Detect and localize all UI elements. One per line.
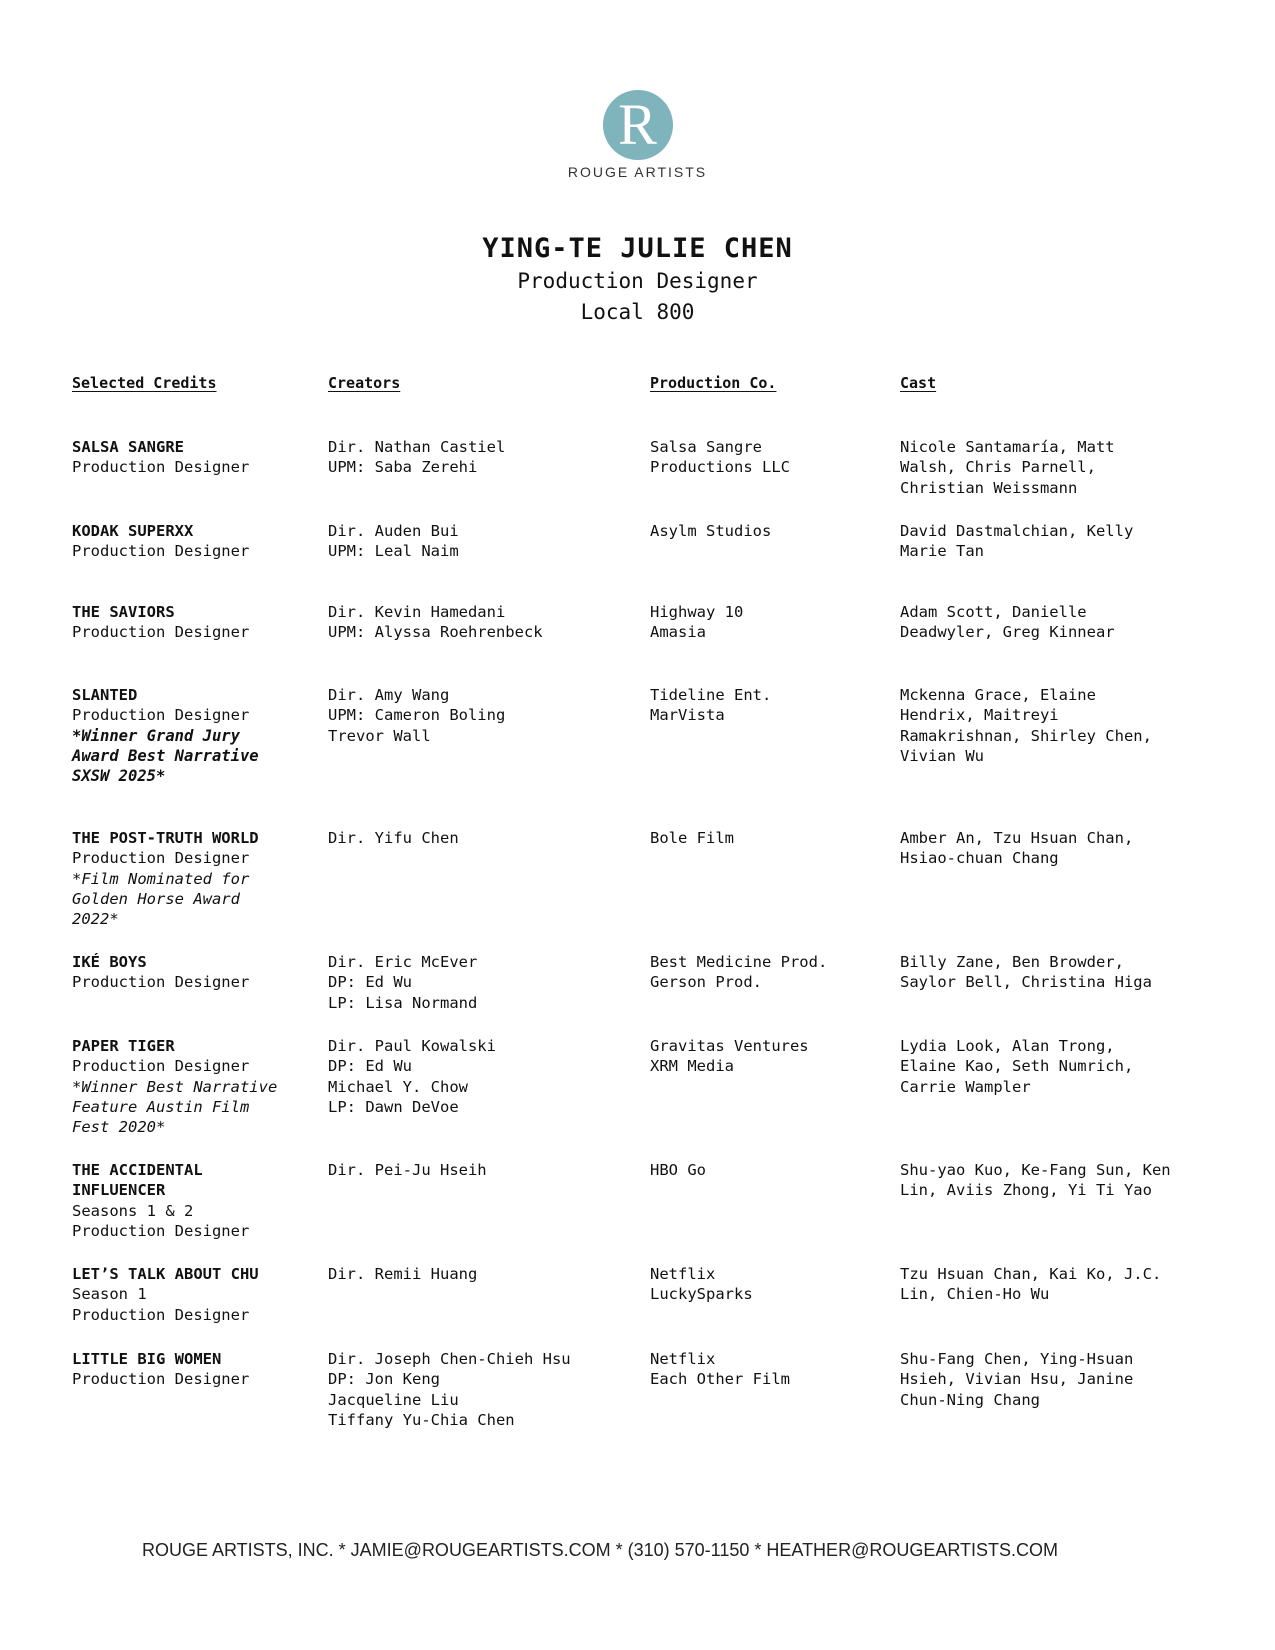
credit-project-cell	[72, 1160, 312, 1241]
credit-cast-cell: Billy Zane, Ben Browder, Saylor Bell, Christina Higa	[900, 953, 1152, 992]
credit-creators-cell: Dir. Auden Bui UPM: Leal Naim	[328, 522, 459, 561]
project-title: LET’S TALK ABOUT CHU	[72, 1265, 259, 1283]
project-title: THE POST-TRUTH WORLD	[72, 829, 259, 847]
project-role-line: Production Designer	[72, 1057, 250, 1076]
project-role-line: Season 1	[72, 1285, 147, 1304]
credit-project-cell	[72, 1349, 312, 1390]
col-head-creators: Creators	[328, 374, 401, 392]
col-head-credits: Selected Credits	[72, 374, 217, 392]
credit-creators-cell: Dir. Amy Wang UPM: Cameron Boling Trevor Wall	[328, 686, 506, 745]
project-title: THE SAVIORS	[72, 603, 175, 621]
credit-cast-cell: Lydia Look, Alan Trong, Elaine Kao, Seth Numrich, Carrie Wampler	[900, 1037, 1134, 1096]
credit-creators-cell: Dir. Pei-Ju Hseih	[328, 1161, 487, 1179]
column-headers	[0, 374, 1275, 396]
credit-project-cell	[72, 437, 312, 478]
project-role-line: Production Designer	[72, 973, 250, 992]
credit-cast-cell: Mckenna Grace, Elaine Hendrix, Maitreyi Ramakrishnan, Shirley Chen, Vivian Wu	[900, 686, 1152, 765]
project-title: IKÉ BOYS	[72, 953, 147, 971]
award-note: *Winner Grand Jury Award Best Narrative SXSW 2025*	[72, 726, 259, 786]
credit-creators-cell: Dir. Nathan Castiel UPM: Saba Zerehi	[328, 438, 506, 477]
project-role-line: Production Designer	[72, 542, 250, 561]
project-title: SALSA SANGRE	[72, 438, 184, 456]
logo-letter: R	[618, 92, 657, 157]
credit-cast-cell: Tzu Hsuan Chan, Kai Ko, J.C. Lin, Chien-Ho Wu	[900, 1265, 1162, 1304]
credit-project-cell	[72, 685, 312, 786]
credit-cast-cell: Shu-Fang Chen, Ying-Hsuan Hsieh, Vivian Hsu, Janine Chun-Ning Chang	[900, 1350, 1134, 1409]
project-title: PAPER TIGER	[72, 1037, 175, 1055]
union-local: Local 800	[580, 300, 695, 324]
credit-creators-cell: Dir. Kevin Hamedani UPM: Alyssa Roehrenbeck	[328, 603, 543, 642]
credit-cast-cell: Nicole Santamaría, Matt Walsh, Chris Parnell, Christian Weissmann	[900, 438, 1115, 497]
credit-creators-cell: Dir. Yifu Chen	[328, 829, 459, 847]
credit-production-cell: Netflix LuckySparks	[650, 1265, 753, 1304]
project-title: SLANTED	[72, 686, 138, 704]
credit-project-cell	[72, 521, 312, 562]
credit-project-cell	[72, 952, 312, 993]
logo-monogram	[603, 90, 673, 160]
person-role: Production Designer	[517, 269, 758, 293]
credit-project-cell	[72, 1036, 312, 1137]
project-title: LITTLE BIG WOMEN	[72, 1350, 222, 1368]
credit-creators-cell: Dir. Eric McEver DP: Ed Wu LP: Lisa Normand	[328, 953, 478, 1012]
credit-production-cell: HBO Go	[650, 1161, 706, 1179]
col-head-production: Production Co.	[650, 374, 777, 392]
credit-creators-cell: Dir. Paul Kowalski DP: Ed Wu Michael Y. Chow LP: Dawn DeVoe	[328, 1037, 496, 1116]
credit-production-cell: Salsa Sangre Productions LLC	[650, 438, 790, 477]
credit-project-cell	[72, 828, 312, 929]
credit-cast-cell: Amber An, Tzu Hsuan Chan, Hsiao-chuan Chang	[900, 829, 1134, 868]
resume-header	[0, 232, 1275, 328]
credit-production-cell: Asylm Studios	[650, 522, 772, 540]
credit-cast-cell: Adam Scott, Danielle Deadwyler, Greg Kinnear	[900, 603, 1115, 642]
agency-logo	[0, 90, 1275, 180]
award-note: *Winner Best Narrative Feature Austin Film Fest 2020*	[72, 1077, 278, 1137]
col-head-cast: Cast	[900, 374, 937, 392]
project-role-line: Production Designer	[72, 1305, 250, 1324]
credit-project-cell	[72, 602, 312, 643]
project-title: THE ACCIDENTAL INFLUENCER	[72, 1161, 203, 1200]
credit-production-cell: Tideline Ent. MarVista	[650, 686, 772, 725]
project-title: KODAK SUPERXX	[72, 522, 194, 540]
project-role-line: Production Designer	[72, 1221, 250, 1240]
project-role-line: Production Designer	[72, 849, 250, 868]
project-role-line: Production Designer	[72, 1370, 250, 1389]
credit-production-cell: Bole Film	[650, 829, 734, 847]
credit-creators-cell: Dir. Remii Huang	[328, 1265, 478, 1283]
project-role-line: Production Designer	[72, 458, 250, 477]
award-note: *Film Nominated for Golden Horse Award 2022*	[72, 869, 250, 929]
agency-contact-footer: ROUGE ARTISTS, INC. * JAMIE@ROUGEARTISTS.COM * (310) 570-1150 * HEATHER@ROUGEARTISTS.COM	[141, 1540, 1059, 1560]
credit-production-cell: Gravitas Ventures XRM Media	[650, 1037, 809, 1076]
credit-cast-cell: David Dastmalchian, Kelly Marie Tan	[900, 522, 1134, 561]
credit-production-cell: Highway 10 Amasia	[650, 603, 744, 642]
project-role-line: Production Designer	[72, 706, 250, 725]
credit-creators-cell: Dir. Joseph Chen-Chieh Hsu DP: Jon Keng Jacqueline Liu Tiffany Yu-Chia Chen	[328, 1350, 571, 1429]
project-role-line: Production Designer	[72, 623, 250, 642]
credit-cast-cell: Shu-yao Kuo, Ke-Fang Sun, Ken Lin, Aviis Zhong, Yi Ti Yao	[900, 1161, 1171, 1200]
credit-production-cell: Best Medicine Prod. Gerson Prod.	[650, 953, 828, 992]
credit-project-cell	[72, 1264, 312, 1325]
credit-production-cell: Netflix Each Other Film	[650, 1350, 790, 1389]
project-role-line: Seasons 1 & 2	[72, 1201, 194, 1220]
person-name: YING-TE JULIE CHEN	[482, 233, 793, 264]
logo-agency-name: ROUGE ARTISTS	[567, 164, 708, 180]
